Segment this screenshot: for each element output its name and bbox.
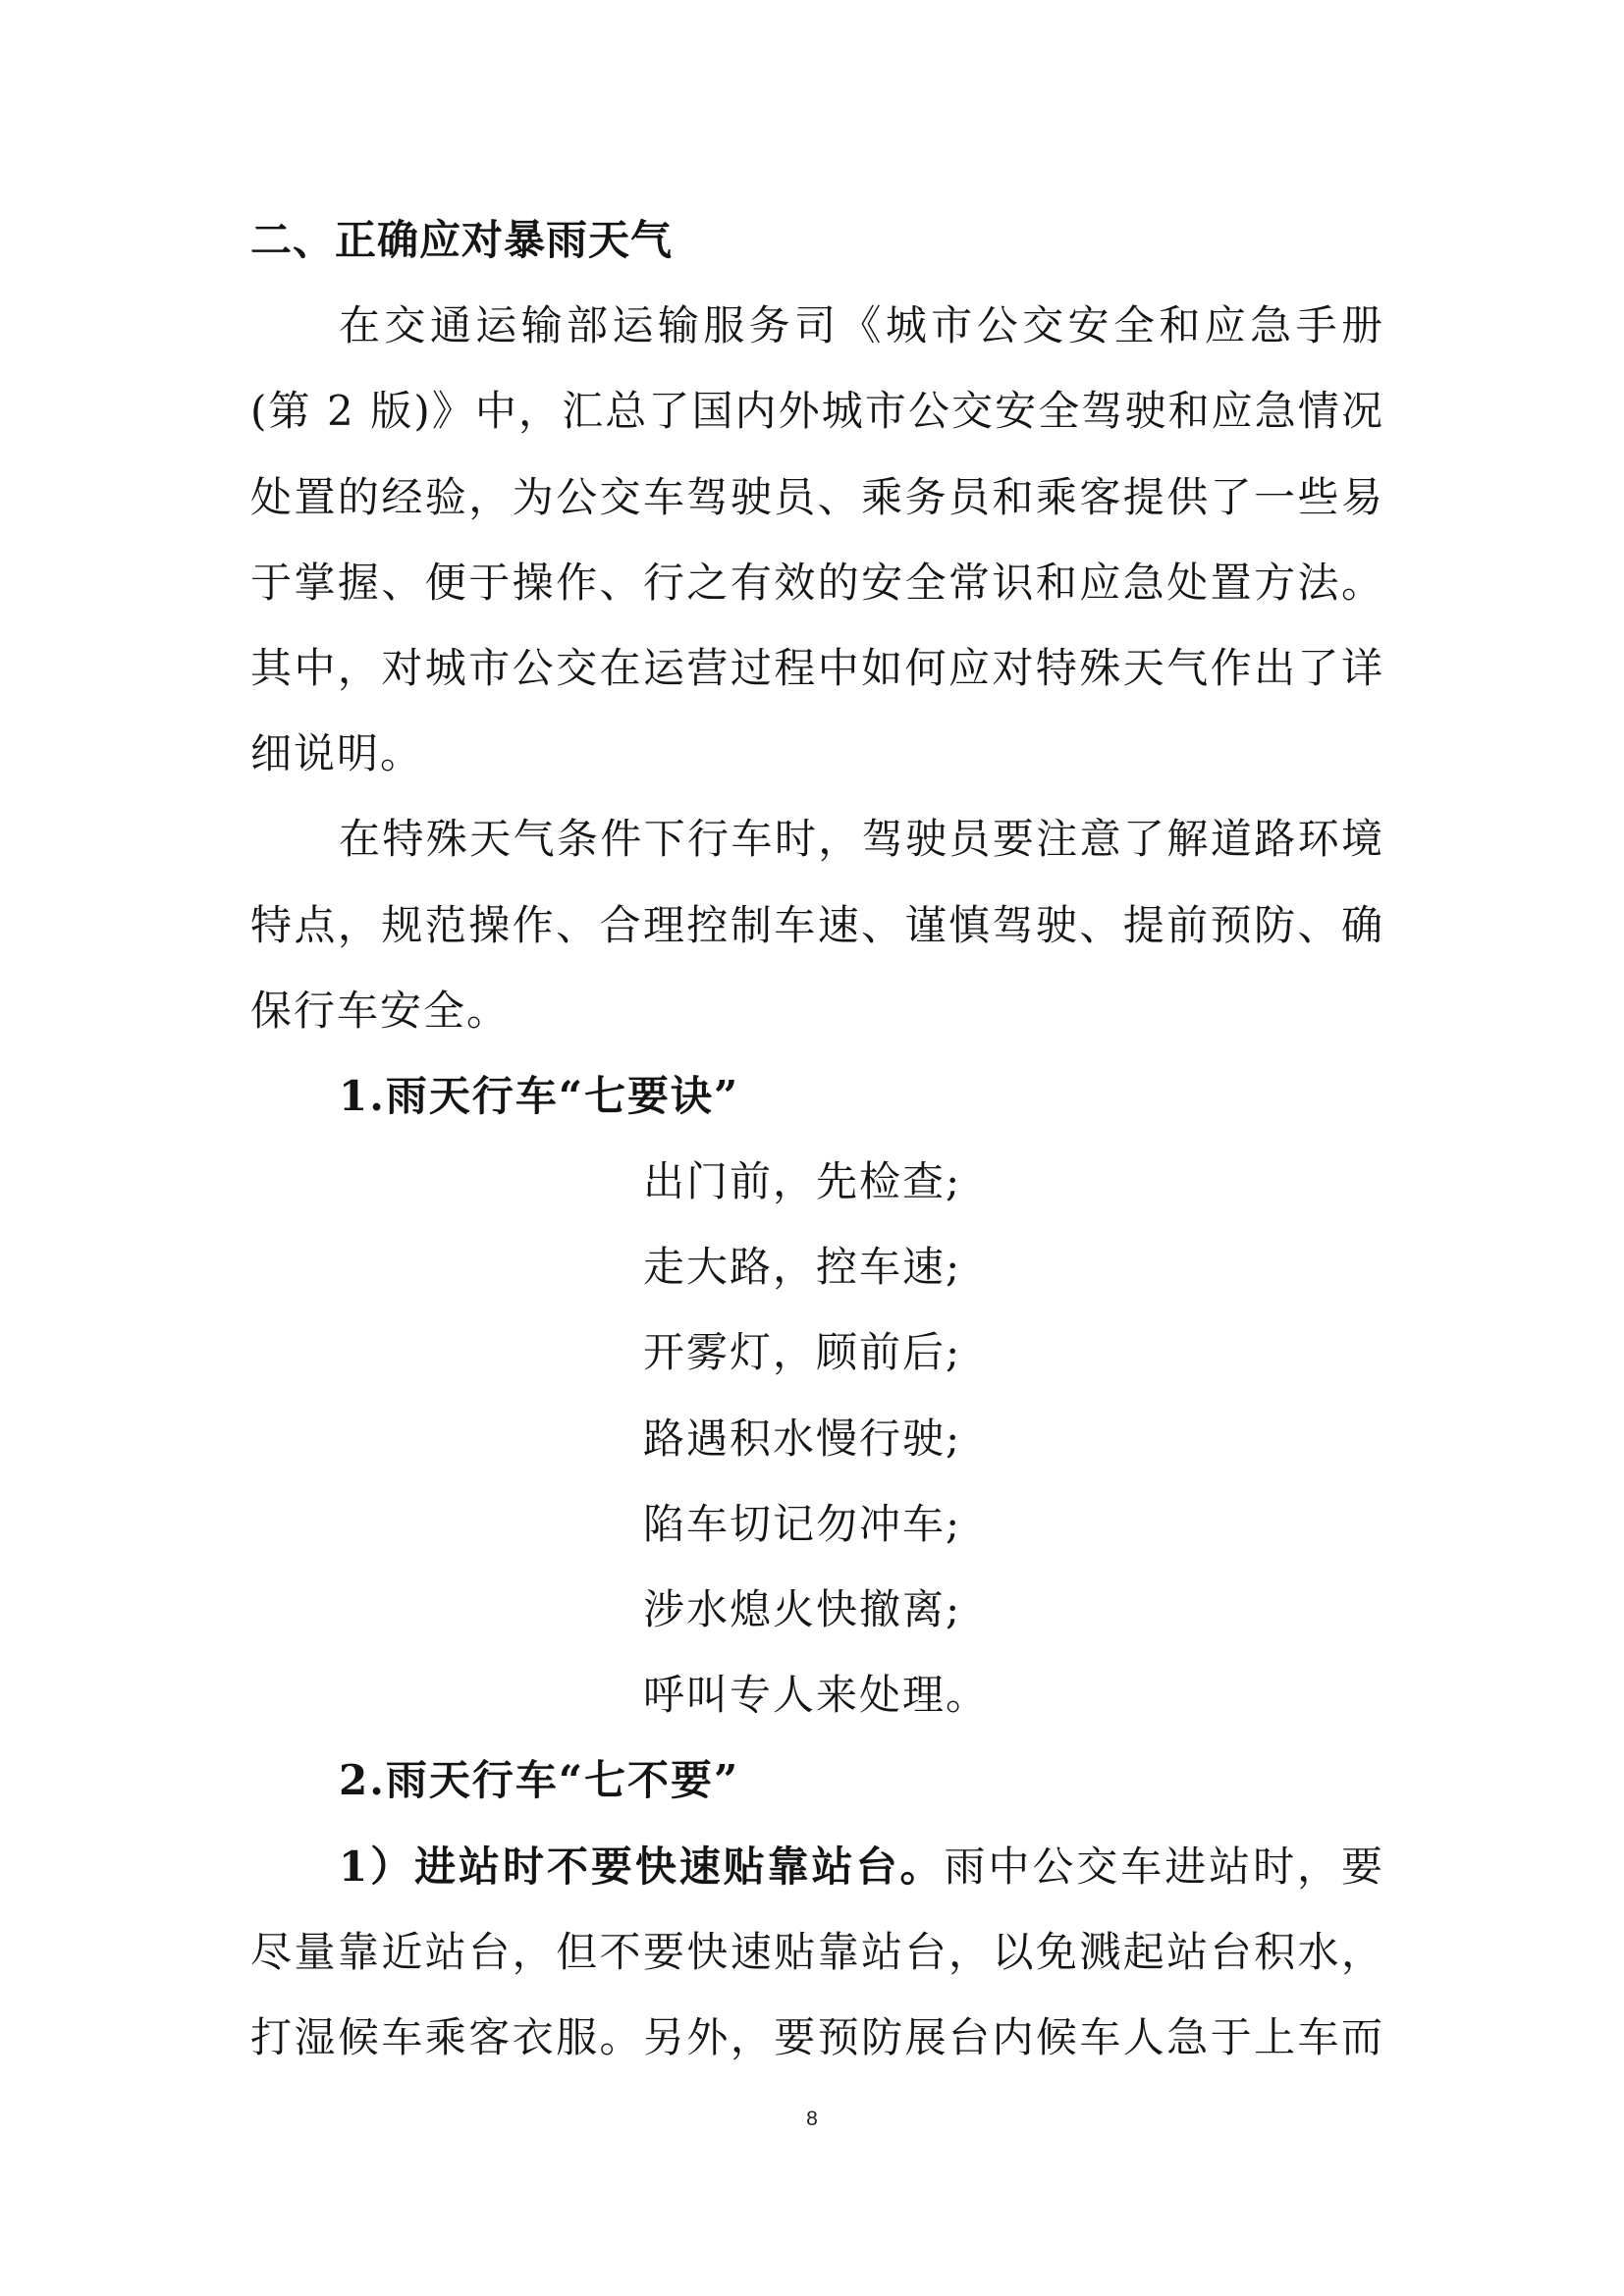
rhyme-line: 出门前，先检查; (643, 1157, 962, 1206)
rhyme-line: 呼叫专人来处理。 (643, 1671, 990, 1720)
section-heading: 二、正确应对暴雨天气 (250, 216, 674, 264)
paragraph-line: 打湿候车乘客衣服。另外，要预防展台内候车人急于上车而 (250, 2012, 1384, 2061)
paragraph-line: 处置的经验，为公交车驾驶员、乘务员和乘客提供了一些易 (250, 472, 1384, 521)
intro-paragraph (250, 283, 1384, 796)
rhyme-line: 涉水熄火快撤离; (643, 1585, 962, 1633)
page-content (250, 197, 1384, 2080)
item-1-paragraph (250, 1824, 1384, 2081)
rhyme-line: 走大路，控车速; (643, 1243, 962, 1292)
item-text: 雨中公交车进站时，要 (944, 1842, 1384, 1891)
page-number: 8 (806, 2108, 818, 2130)
paragraph-line: 细说明。 (250, 729, 424, 778)
paragraph-line: (第 2 版)》中，汇总了国内外城市公交安全驾驶和应急情况 (250, 387, 1384, 436)
special-weather-paragraph (250, 796, 1384, 1053)
paragraph-line: 保行车安全。 (250, 986, 511, 1035)
subheading-seven-tips: 1.雨天行车“七要诀” (339, 1071, 740, 1120)
rhyme-line: 路遇积水慢行驶; (643, 1414, 962, 1463)
paragraph-line: 在交通运输部运输服务司《城市公交安全和应急手册 (339, 301, 1384, 350)
subheading-seven-donts: 2.雨天行车“七不要” (339, 1756, 740, 1805)
paragraph-line: 于掌握、便于操作、行之有效的安全常识和应急处置方法。 (250, 558, 1384, 607)
paragraph-line: 尽量靠近站台，但不要快速贴靠站台，以免溅起站台积水， (250, 1927, 1384, 1976)
paragraph-line: 特点，规范操作、合理控制车速、谨慎驾驶、提前预防、确 (250, 900, 1384, 949)
paragraph-line: 在特殊天气条件下行车时，驾驶员要注意了解道路环境 (339, 815, 1384, 864)
rhyme-block (250, 1139, 1384, 1737)
rhyme-line: 开雾灯，顾前后; (643, 1328, 962, 1377)
paragraph-line: 其中，对城市公交在运营过程中如何应对特殊天气作出了详 (250, 643, 1384, 692)
rhyme-line: 陷车切记勿冲车; (643, 1499, 962, 1548)
item-title: 1）进站时不要快速贴靠站台。 (339, 1842, 945, 1891)
paragraph-line (250, 1824, 1384, 1909)
